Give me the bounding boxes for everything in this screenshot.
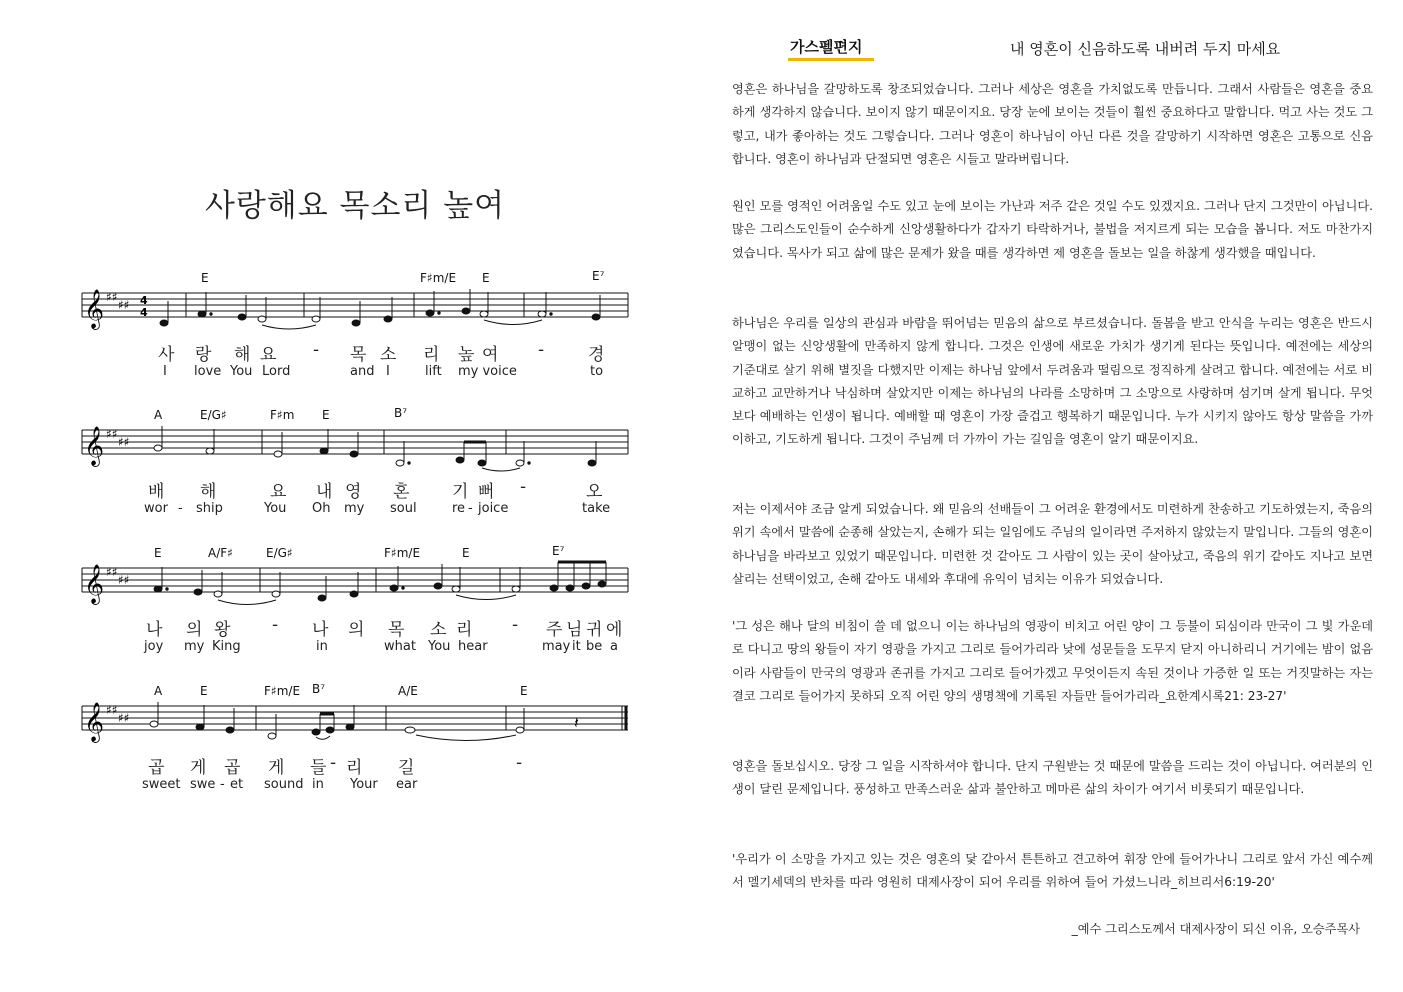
lyric-ko: 경 <box>588 345 605 365</box>
lyric-ko: 길 <box>398 758 415 778</box>
lyric-en: my <box>344 501 365 516</box>
lyric-en: joice <box>478 501 509 516</box>
lyric-ko: 배 <box>148 482 165 502</box>
chord-label: E⁷ <box>552 544 565 558</box>
chord-label: E/G♯ <box>200 408 227 422</box>
chord-label: E <box>154 546 162 560</box>
chord-label: A/E <box>398 684 418 698</box>
article-paragraph: 원인 모를 영적인 어려움일 수도 있고 눈에 보이는 가난과 저주 같은 것일 수도 있겠지요. 그러나 단지 그것만이 아닙니다. 많은 그리스도인들이 순수하게 신앙생활하다가 갑자기 타락하거나, 불법을 저지르게 되는 모습을 봅니다. 저도 마찬가지였습니다. 목사가 되고 삶에 많은 문제가 왔을 때를 생각하면 제 영혼을 돌보는 일을 하찮게 생각했을 때입니다. <box>732 199 1373 260</box>
music-staff <box>80 420 640 475</box>
chord-label: E⁷ <box>592 269 605 283</box>
lyric-ko: 높 <box>458 345 475 365</box>
svg-text:♯♯: ♯♯ <box>106 565 118 579</box>
lyric-ko: 들 <box>310 758 327 778</box>
lyric-ko: - <box>512 615 519 635</box>
lyric-ko: 게 <box>268 758 285 778</box>
lyric-en: soul <box>390 501 417 516</box>
lyric-en: my voice <box>458 364 517 379</box>
lyric-en: sweet <box>142 777 181 792</box>
svg-text:𝄞: 𝄞 <box>84 426 105 466</box>
lyric-ko: 나 <box>312 620 329 640</box>
article-headline: 내 영혼이 신음하도록 내버려 두지 마세요 <box>1010 40 1281 58</box>
article-paragraph: '우리가 이 소망을 가지고 있는 것은 영혼의 닻 같아서 튼튼하고 견고하여 휘장 안에 들어가나니 그리로 앞서 가신 예수께서 멜기세덱의 반차를 따라 영원히 대제사장이 되어 우리를 위하여 들어 가셨느니라_히브리서6:19-20' <box>732 852 1373 890</box>
lyric-ko: 리 <box>423 345 440 365</box>
lyric-en: - <box>220 777 225 792</box>
lyric-ko: 오 <box>586 482 603 502</box>
staff-row-1 <box>80 265 640 385</box>
staff-row-4 <box>80 678 640 798</box>
lyric-ko: 뻐 <box>478 482 495 502</box>
lyric-ko: 리 <box>456 620 473 640</box>
lyric-en: - <box>178 501 183 516</box>
lyric-ko: 귀 <box>586 620 603 640</box>
label-underline <box>788 58 874 61</box>
lyric-en: ship <box>196 501 223 516</box>
svg-text:♯♯: ♯♯ <box>106 703 118 717</box>
lyric-en: be <box>586 639 603 654</box>
lyric-ko: 목 <box>388 620 405 640</box>
lyric-ko: - <box>538 340 545 360</box>
lyric-en: it <box>572 639 581 654</box>
lyric-en: Oh <box>312 501 331 516</box>
svg-text:♯♯: ♯♯ <box>106 427 118 441</box>
chord-label: E <box>201 271 209 285</box>
lyric-en: King <box>212 639 241 654</box>
lyric-en: lift <box>425 364 442 379</box>
lyric-en: swe <box>190 777 216 792</box>
lyric-en: in <box>312 777 324 792</box>
lyric-ko: - <box>272 615 279 635</box>
chord-label: F♯m/E <box>420 271 457 285</box>
lyric-en: I <box>163 364 167 379</box>
lyric-en: to <box>590 364 604 379</box>
article-signature: _예수 그리스도께서 대제사장이 되신 이유, 오승주목사 <box>1071 922 1360 936</box>
lyric-en: what <box>384 639 416 654</box>
lyric-ko: 내 <box>316 482 333 502</box>
lyric-ko: 의 <box>348 620 365 640</box>
lyric-ko: 에 <box>606 620 623 640</box>
lyric-ko: 곱 <box>224 758 241 778</box>
chord-label: B⁷ <box>394 406 408 420</box>
chord-label: E <box>462 546 470 560</box>
lyric-ko: 여 <box>482 345 499 365</box>
lyric-en: take <box>582 501 611 516</box>
lyric-ko: - <box>520 477 527 497</box>
lyric-en: in <box>316 639 328 654</box>
lyric-ko: 의 <box>186 620 203 640</box>
lyric-ko: 왕 <box>214 620 231 640</box>
svg-text:4: 4 <box>140 306 148 319</box>
sheet-music-page <box>0 0 700 992</box>
lyric-en: You <box>264 501 287 516</box>
lyric-en: love <box>194 364 222 379</box>
svg-text:𝄽: 𝄽 <box>574 713 579 732</box>
lyric-ko: 해 <box>200 482 217 502</box>
lyric-en: et <box>230 777 244 792</box>
lyric-ko: 소 <box>380 345 397 365</box>
lyric-en: re <box>452 501 466 516</box>
lyric-ko: - <box>330 753 337 773</box>
chord-label: E <box>200 684 208 698</box>
chord-label: F♯m/E <box>264 684 301 698</box>
lyric-en: Lord <box>262 364 291 379</box>
svg-text:𝄞: 𝄞 <box>84 289 105 329</box>
svg-text:♯♯: ♯♯ <box>106 290 118 304</box>
lyric-en: my <box>184 639 205 654</box>
lyric-en: hear <box>458 639 488 654</box>
lyric-ko: 요 <box>270 482 287 502</box>
lyric-en: You <box>230 364 253 379</box>
lyric-ko: 게 <box>190 758 207 778</box>
chord-label: A/F♯ <box>208 546 233 560</box>
svg-text:♯♯: ♯♯ <box>118 435 130 449</box>
svg-text:𝄞: 𝄞 <box>84 702 105 742</box>
svg-text:♯♯: ♯♯ <box>118 573 130 587</box>
staff-row-3 <box>80 540 640 660</box>
music-staff <box>80 283 640 338</box>
article-paragraph: '그 성은 해나 달의 비침이 쓸 데 없으니 이는 하나님의 영광이 비치고 어린 양이 그 등불이 되심이라 만국이 그 빛 가운데로 다니고 땅의 왕들이 자기 영광을 가지고 그리로 들어가리라 낮에 성문들을 도무지 닫지 아니하리니 거기에는 밤이 없음이라 사람들이 만국의 영광과 존귀를 가지고 그리로 들어가겠고 무엇이든지 속된 것이나 가증한 일 또는 거짓말하는 자는 결코 그리로 들어가지 못하되 오직 어린 양의 생명책에 기록된 자들만 들어가리라_요한계시록21: 23-27' <box>732 619 1373 703</box>
chord-label: E <box>520 684 528 698</box>
music-staff <box>80 696 640 751</box>
lyric-ko: - <box>313 340 320 360</box>
lyric-en: ear <box>396 777 418 792</box>
staff-row-2 <box>80 402 640 522</box>
svg-text:♯♯: ♯♯ <box>118 298 130 312</box>
lyric-ko: 영 <box>345 482 362 502</box>
article-paragraph: 영혼을 돌보십시오. 당장 그 일을 시작하셔야 합니다. 단지 구원받는 것 때문에 말씀을 드리는 것이 아닙니다. 여러분의 인생이 달린 문제입니다. 풍성하고 만족스러운 삶과 불안하고 메마른 삶의 차이가 여기서 비롯되기 때문입니다. <box>732 759 1373 797</box>
chord-label: F♯m <box>270 408 295 422</box>
chord-label: E/G♯ <box>266 546 293 560</box>
lyric-ko: 요 <box>260 345 277 365</box>
article-paragraph: 저는 이제서야 조금 알게 되었습니다. 왜 믿음의 선배들이 그 어려운 환경에서도 미련하게 찬송하고 기도하였는지, 죽음의 위기 속에서 말씀에 순종해 살았는지, 손해가 되는 일임에도 주님의 일이라면 주저하지 않았는지 말입니다. 그들의 영혼이 하나님을 바라보고 있었기 때문입니다. 미련한 것 같아도 그 사람이 있는 곳이 살아났고, 죽음의 위기 같아도 지나고 보면 살리는 선택이었고, 손해 같아도 내세와 후대에 유익이 넘치는 이유가 되었습니다. <box>732 502 1373 586</box>
svg-text:4: 4 <box>140 294 148 307</box>
lyric-ko: 해 <box>234 345 251 365</box>
lyric-ko: 기 <box>452 482 469 502</box>
music-staff <box>80 558 640 613</box>
chord-label: A <box>154 684 163 698</box>
lyric-ko: 나 <box>146 620 163 640</box>
lyric-ko: 곱 <box>148 758 165 778</box>
lyric-en: - <box>468 501 473 516</box>
article-paragraph: 영혼은 하나님을 갈망하도록 창조되었습니다. 그러나 세상은 영혼을 가치없도록 만듭니다. 그래서 사람들은 영혼을 중요하게 생각하지 않습니다. 보이지 않기 때문이지요. 당장 눈에 보이는 것들이 훨씬 중요하다고 말합니다. 먹고 사는 것도 그렇고, 내가 좋아하는 것도 그렇습니다. 그러나 영혼이 하나님이 아닌 다른 것을 갈망하기 시작하면 영혼은 고통으로 신음합니다. 영혼이 하나님과 단절되면 영혼은 시들고 말라버립니다. <box>732 82 1373 166</box>
lyric-ko: 혼 <box>393 482 410 502</box>
chord-label: E <box>482 271 490 285</box>
chord-label: E <box>322 408 330 422</box>
lyric-ko: 소 <box>430 620 447 640</box>
svg-text:𝄞: 𝄞 <box>84 564 105 604</box>
lyric-ko: 목 <box>350 345 367 365</box>
lyric-en: joy <box>144 639 164 654</box>
lyric-ko: 사 <box>158 345 175 365</box>
lyric-en: a <box>610 639 618 654</box>
lyric-en: and <box>350 364 375 379</box>
song-title: 사랑해요 목소리 높여 <box>204 188 506 224</box>
lyric-en: wor <box>144 501 168 516</box>
chord-label: A <box>154 408 163 422</box>
lyric-en: Your <box>350 777 378 792</box>
lyric-en: I <box>386 364 390 379</box>
lyric-ko: 님 <box>566 620 583 640</box>
lyric-ko: 리 <box>346 758 363 778</box>
lyric-ko: 랑 <box>195 345 212 365</box>
column-label: 가스펠편지 <box>790 38 863 56</box>
chord-label: F♯m/E <box>384 546 421 560</box>
lyric-en: You <box>428 639 451 654</box>
lyric-en: sound <box>264 777 304 792</box>
lyric-en: may <box>542 639 571 654</box>
article-page <box>720 0 1390 992</box>
lyric-ko: 주 <box>546 620 563 640</box>
svg-text:♯♯: ♯♯ <box>118 711 130 725</box>
article-paragraph: 하나님은 우리를 일상의 관심과 바람을 뛰어넘는 믿음의 삶으로 부르셨습니다. 돌봄을 받고 안식을 누리는 영혼은 반드시 알맹이 없는 신앙생활에 만족하지 않게 합니다. 그것은 인생에 새로운 가치가 생기게 된다는 뜻입니다. 예전에는 세상의 기준대로 살기 위해 별짓을 다했지만 이제는 하나님 앞에서 두려움과 떨림으로 정직하게 살려고 합니다. 예전에는 서로 비교하고 교만하거나 낙심하며 살았지만 이제는 하나님의 나라를 소망하며 그 소망으로 사랑하며 섬기며 살게 됩니다. 무엇보다 예배하는 인생이 됩니다. 예배할 때 영혼이 가장 즐겁고 행복하기 때문입니다. 누가 시키지 않아도 항상 말씀을 가까이하고, 기도하게 됩니다. 그것이 주님께 더 가까이 가는 길임을 영혼이 알기 때문이지요. <box>732 316 1373 447</box>
lyric-ko: - <box>516 753 523 773</box>
chord-label: B⁷ <box>312 682 326 696</box>
